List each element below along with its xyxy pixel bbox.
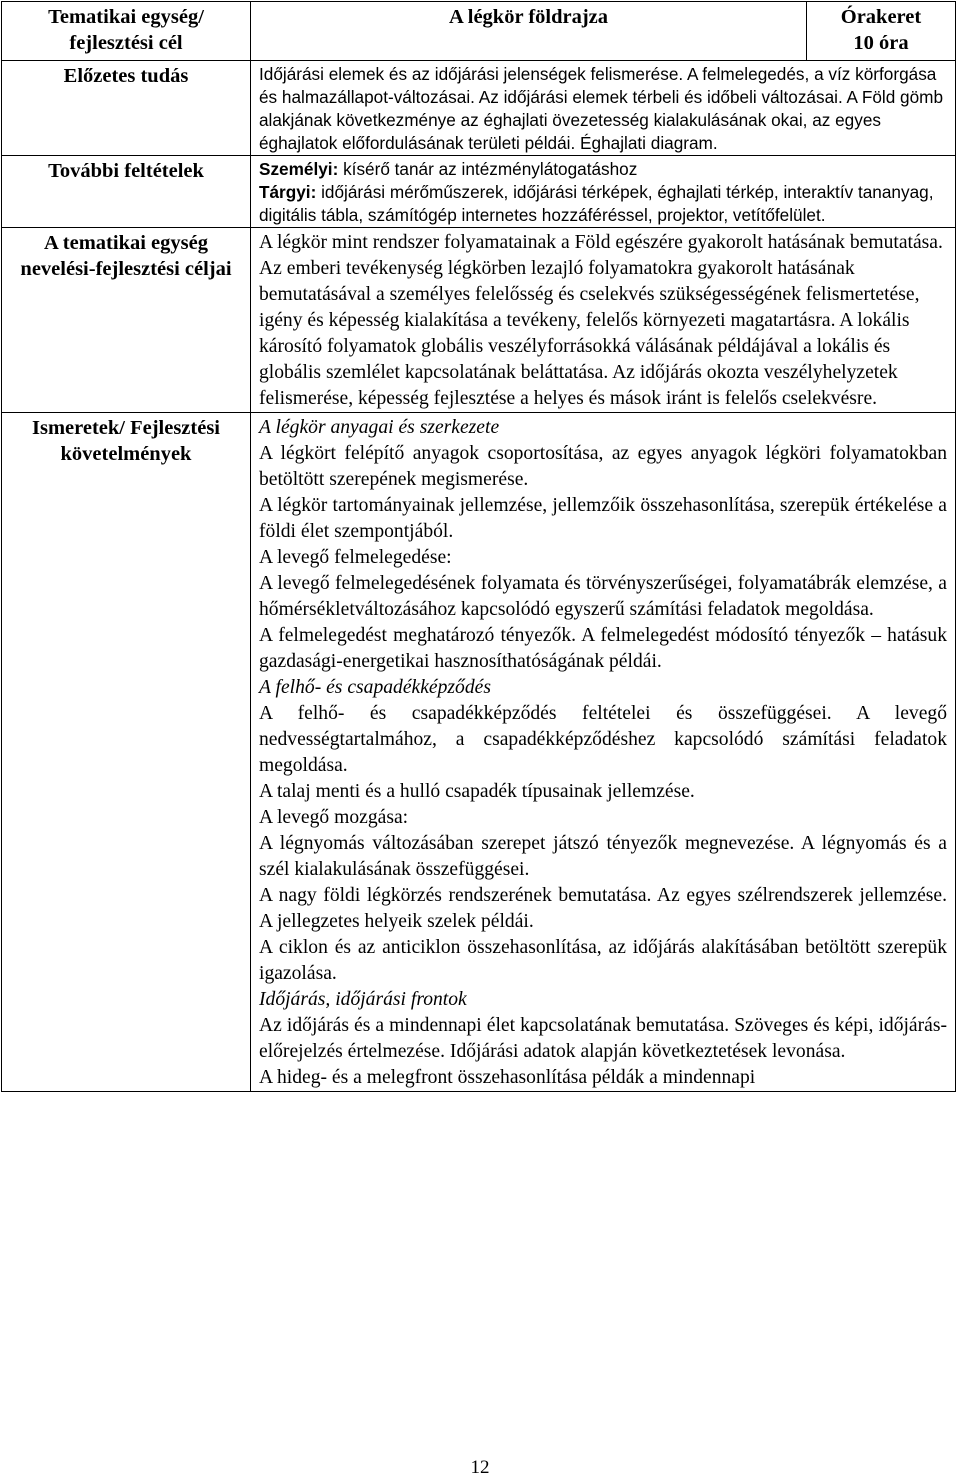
section-heading: A levegő mozgása:: [259, 807, 409, 828]
section-paragraph: Az időjárás és a mindennapi élet kapcsolatának bemutatása. Szöveges és képi, időjárás-előrejelzés értelmezése. Időjárási adatok alapján következtetések levonása.: [259, 1015, 947, 1062]
prior-knowledge-row: [2, 61, 956, 156]
prior-knowledge-cell: [251, 61, 956, 156]
goals-row: [2, 228, 956, 413]
section-paragraph: A légnyomás változásában szerepet játszó tényezők megnevezése. A légnyomás és a szél kialakulásának összefüggései.: [259, 833, 947, 880]
section-paragraph: A felmelegedést meghatározó tényezők. A felmelegedést módosító tényezők – hatásuk gazdasági-energetikai hasznosíthatóságának példái.: [259, 625, 947, 672]
material-label: Tárgyi:: [259, 182, 317, 202]
header-row: [2, 2, 956, 61]
prior-knowledge-label: Előzetes tudás: [63, 65, 189, 87]
hours-label: Órakeret: [840, 6, 922, 28]
personal-label: Személyi:: [259, 159, 339, 179]
section-heading: A felhő- és csapadékképződés: [259, 677, 491, 698]
unit-title: A légkör földrajza: [448, 6, 609, 28]
page-number: 12: [470, 1457, 490, 1478]
section-paragraph: A felhő- és csapadékképződés feltételei és összefüggései. A levegő nedvességtartalmához, a csapadékképződéshez kapcsolódó számítási feladatok megoldása.: [259, 703, 947, 776]
prior-knowledge-text: Időjárási elemek és az időjárási jelenségek felismerése. A felmelegedés, a víz körforgása és halmazállapot-változásai. Az időjárási elemek térbeli és időbeli változásai. A Föld gömb alakjának következménye az éghajlati övezetesség kialakulásának okai, az egyes éghajlatok előfordulásának területi példái. Éghajlati diagram.: [259, 64, 944, 153]
curriculum-table: [1, 1, 956, 1092]
section-paragraph: A levegő felmelegedésének folyamata és törvényszerűségei, folyamatábrák elemzése, a hőmérsékletváltozásához kapcsolódó egyszerű számítási feladatok megoldása.: [259, 573, 947, 620]
section-paragraph: A ciklon és az anticiklon összehasonlítása, az időjárás alakításában betöltött szerepük igazolása.: [259, 937, 947, 984]
goals-label-cell: [2, 228, 251, 413]
section-paragraph: A talaj menti és a hulló csapadék típusainak jellemzése.: [259, 781, 695, 802]
section-heading: A levegő felmelegedése:: [259, 547, 452, 568]
hours-value: 10 óra: [853, 32, 909, 54]
personal-conditions: [259, 158, 947, 181]
unit-title-cell: [251, 2, 807, 61]
section-heading: A légkör anyagai és szerkezete: [259, 417, 500, 438]
section-paragraph: A légkör tartományainak jellemzése, jellemzőik összehasonlítása, szerepük értékelése a földi élet szempontjából.: [259, 495, 947, 542]
requirements-label-cell: [2, 413, 251, 1092]
requirements-row: [2, 413, 956, 1092]
section-heading: Időjárás, időjárási frontok: [259, 989, 467, 1010]
unit-label-cell: [2, 2, 251, 61]
conditions-label: További feltételek: [48, 160, 204, 182]
prior-knowledge-label-cell: [2, 61, 251, 156]
section-paragraph: A nagy földi légkörzés rendszerének bemutatása. Az egyes szélrendszerek jellemzése. A jellegzetes helyeik szelek példái.: [259, 885, 947, 932]
section-paragraph: A légkört felépítő anyagok csoportosítása, az egyes anyagok légköri folyamatokban betöltött szerepének megismerése.: [259, 443, 947, 490]
conditions-row: [2, 156, 956, 228]
section-paragraph: A hideg- és a melegfront összehasonlítása példák a mindennapi: [259, 1067, 756, 1088]
conditions-label-cell: [2, 156, 251, 228]
requirements-body: [259, 415, 947, 1091]
unit-label: Tematikai egység/ fejlesztési cél: [48, 6, 204, 54]
requirements-cell: [251, 413, 956, 1092]
goals-text: A légkör mint rendszer folyamatainak a Föld egészére gyakorolt hatásának bemutatása. Az emberi tevékenység légkörben lezajló folyamatokra gyakorolt hatásának bemutatásával a személyes felelősség és cselekvés szükségességének felismertetése, igény és képesség kialakítása a tevékeny, felelős környezeti magatartásra. A lokális károsító folyamatok globális veszélyforrásokká válásának példájával a lokális és globális szemlélet kapcsolatának beláttatása. Az időjárás okozta veszélyhelyzetek felismerése, képesség fejlesztése a helyes és mások iránt is felelős cselekvésre.: [259, 232, 943, 409]
material-conditions: [259, 181, 947, 227]
hours-cell: [807, 2, 956, 61]
goals-label: A tematikai egység nevelési-fejlesztési céljai: [20, 232, 232, 280]
material-text: időjárási mérőműszerek, időjárási térképek, éghajlati térkép, interaktív tananyag, digitális tábla, számítógép internetes hozzáféréssel, projektor, vetítőfelület.: [259, 182, 934, 225]
requirements-label: Ismeretek/ Fejlesztési követelmények: [31, 417, 221, 465]
conditions-cell: [251, 156, 956, 228]
personal-text: kísérő tanár az intézménylátogatáshoz: [343, 159, 638, 179]
goals-cell: [251, 228, 956, 413]
